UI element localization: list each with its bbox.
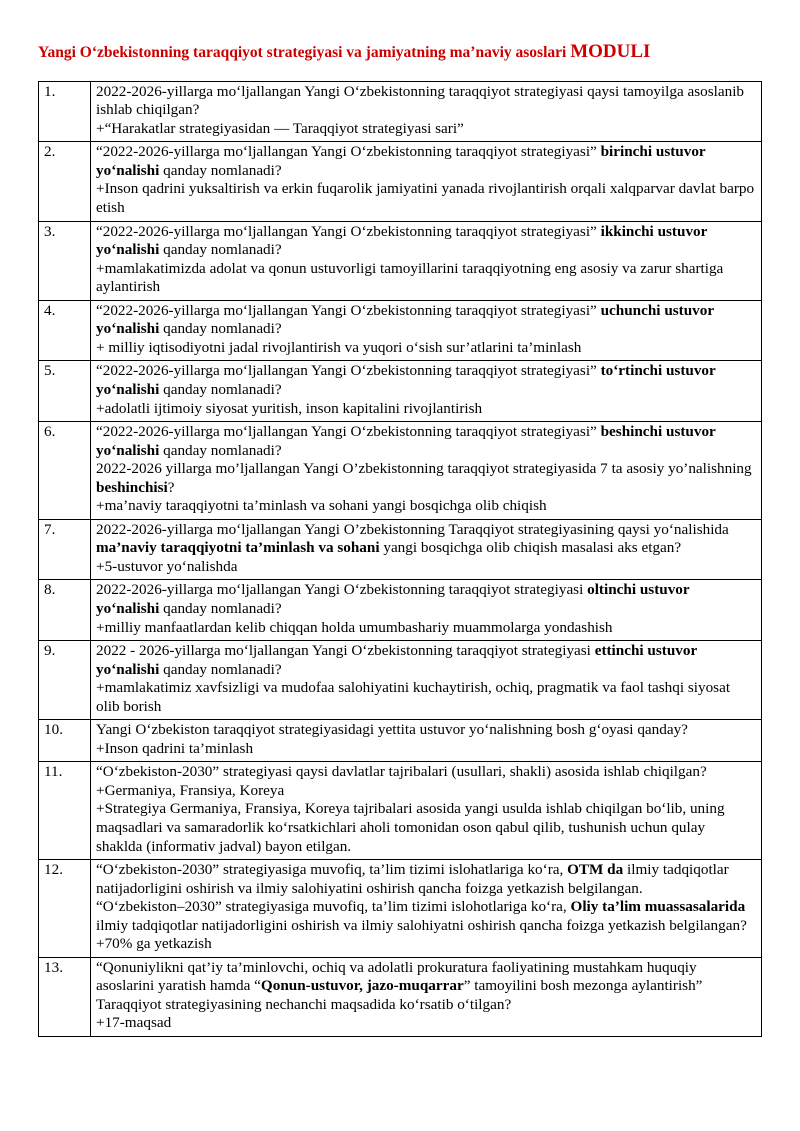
paragraph: “2022-2026-yillarga moʻljallangan Yangi Oʻzbekistonning taraqqiyot strategiyasi” ikkinchi ustuvor yoʻnalishi qanday nomlanadi? — [96, 222, 708, 259]
table-row — [39, 519, 762, 580]
paragraph: 2022 - 2026-yillarga moʻljallangan Yangi Oʻzbekistonning taraqqiyot strategiyasi ettinchi ustuvor yoʻnalishi qanday nomlanadi? — [96, 642, 697, 678]
paragraph: “Qonuniylikni qat’iy ta’minlovchi, ochiq va adolatli prokuratura faoliyatining mustahkam huquqiy asoslarini yaratish hamda “Qonun-ustuvor, jazo-muqarrar” tamoyilini bosh mezonga aylantirish” Taraqqiyot strategiyasining nechanchi maqsadida koʻrsatib oʻtilgan? — [96, 958, 703, 1013]
paragraph: 2022-2026-yillarga moʻljallangan Yangi Oʻzbekistonning taraqqiyot strategiyasi oltinchi ustuvor yoʻnalishi qanday nomlanadi? — [96, 581, 690, 617]
row-number: 3. — [39, 221, 91, 300]
paragraph: “2022-2026-yillarga moʻljallangan Yangi Oʻzbekistonning taraqqiyot strategiyasi” uchunchi ustuvor yoʻnalishi qanday nomlanadi? — [96, 301, 714, 338]
table-row — [39, 361, 762, 422]
paragraph: +70% ga yetkazish — [96, 935, 212, 953]
table-row — [39, 300, 762, 361]
paragraph: +17-maqsad — [96, 1014, 172, 1032]
row-content — [91, 81, 762, 142]
paragraph: +ma’naviy taraqqiyotni ta’minlash va sohani yangi bosqichga olib chiqish — [96, 497, 547, 515]
paragraph: 2022-2026-yillarga moʻljallangan Yangi Oʻzbekistonning taraqqiyot strategiyasi qaysi tamoyilga asoslanib ishlab chiqilgan? — [96, 82, 745, 119]
table-row — [39, 221, 762, 300]
document-title-text: Yangi Oʻzbekistonning taraqqiyot strategiyasi va jamiyatning ma’naviy asoslari — [38, 44, 567, 61]
row-number: 2. — [39, 142, 91, 221]
row-content — [91, 957, 762, 1036]
row-content — [91, 422, 762, 520]
row-content — [91, 361, 762, 422]
paragraph: +Inson qadrini ta’minlash — [96, 739, 254, 757]
paragraph: “Oʻzbekiston-2030” strategiyasi qaysi davlatlar tajribalari (usullari, shakli) asosida ishlab chiqilgan? — [96, 763, 707, 781]
row-content — [91, 142, 762, 221]
paragraph: 2022-2026 yillarga mo’ljallangan Yangi O’zbekistonning taraqqiyot strategiyasida 7 ta asosiy yo’nalishning beshinchisi? — [96, 460, 752, 496]
table-row — [39, 762, 762, 860]
row-number: 9. — [39, 641, 91, 720]
row-number: 8. — [39, 580, 91, 641]
paragraph: +mamlakatimiz xavfsizligi va mudofaa salohiyatini kuchaytirish, ochiq, pragmatik va faol tashqi siyosat olib borish — [96, 679, 731, 715]
table-row — [39, 720, 762, 762]
row-number: 6. — [39, 422, 91, 520]
paragraph: +Strategiya Germaniya, Fransiya, Koreya tajribalari asosida yangi usulda ishlab chiqilgan boʻlib, uning maqsadlari va samaradorlik koʻrsatkichlari aholi tomonidan oson qabul qilib, tushunish uchun qulay shaklda (informativ jadval) bayon etilgan. — [96, 800, 725, 855]
document-title — [38, 40, 762, 64]
row-number: 7. — [39, 519, 91, 580]
row-number: 5. — [39, 361, 91, 422]
question-table — [38, 81, 762, 1037]
paragraph: +“Harakatlar strategiyasidan — Taraqqiyot strategiyasi sari” — [96, 119, 464, 137]
table-row — [39, 422, 762, 520]
row-number: 13. — [39, 957, 91, 1036]
document-title-module: MODULI — [570, 41, 651, 62]
row-number: 11. — [39, 762, 91, 860]
paragraph: “Oʻzbekiston-2030” strategiyasiga muvofiq, ta’lim tizimi islohatlariga koʻra, OTM da ilmiy tadqiqotlar natijadorligini oshirish va ilmiy salohiyatini oshirish qancha foizga yetkazish belgilangan. — [96, 861, 729, 897]
paragraph: +Germaniya, Fransiya, Koreya — [96, 781, 285, 799]
row-content — [91, 720, 762, 762]
paragraph: 2022-2026-yillarga moʻljallangan Yangi O’zbekistonning Taraqqiyot strategiyasining qaysi yoʻnalishida ma’naviy taraqqiyotni ta’minlash va sohani yangi bosqichga olib chiqish masalasi aks etgan? — [96, 520, 729, 557]
row-content — [91, 221, 762, 300]
row-content — [91, 519, 762, 580]
table-row — [39, 142, 762, 221]
paragraph: “2022-2026-yillarga moʻljallangan Yangi Oʻzbekistonning taraqqiyot strategiyasi” toʻrtinchi ustuvor yoʻnalishi qanday nomlanadi? — [96, 362, 716, 398]
paragraph: + milliy iqtisodiyotni jadal rivojlantirish va yuqori oʻsish sur’atlarini ta’minlash — [96, 338, 582, 356]
row-content — [91, 860, 762, 958]
paragraph: +milliy manfaatlardan kelib chiqqan holda umumbashariy muammolarga yondashish — [96, 618, 613, 636]
paragraph: +mamlakatimizda adolat va qonun ustuvorligi tamoyillarini taraqqiyotning eng asosiy va zarur shartiga aylantirish — [96, 259, 724, 296]
table-row — [39, 957, 762, 1036]
paragraph: +adolatli ijtimoiy siyosat yuritish, inson kapitalini rivojlantirish — [96, 399, 483, 417]
table-row — [39, 641, 762, 720]
row-number: 10. — [39, 720, 91, 762]
row-content — [91, 580, 762, 641]
paragraph: “2022-2026-yillarga moʻljallangan Yangi Oʻzbekistonning taraqqiyot strategiyasi” birinchi ustuvor yoʻnalishi qanday nomlanadi? — [96, 143, 706, 179]
paragraph: +5-ustuvor yoʻnalishda — [96, 557, 238, 575]
paragraph: “2022-2026-yillarga moʻljallangan Yangi Oʻzbekistonning taraqqiyot strategiyasi” beshinchi ustuvor yoʻnalishi qanday nomlanadi? — [96, 423, 716, 459]
row-content — [91, 641, 762, 720]
table-row — [39, 860, 762, 958]
row-content — [91, 762, 762, 860]
row-number: 4. — [39, 300, 91, 361]
row-number: 12. — [39, 860, 91, 958]
row-content — [91, 300, 762, 361]
table-row — [39, 81, 762, 142]
row-number: 1. — [39, 81, 91, 142]
table-row — [39, 580, 762, 641]
paragraph: +Inson qadrini yuksaltirish va erkin fuqarolik jamiyatini yanada rivojlantirish orqali xalqparvar davlat barpo etish — [96, 180, 755, 217]
paragraph: “Oʻzbekiston–2030” strategiyasiga muvofiq, ta’lim tizimi islohotlariga koʻra, Oliy ta’lim muassasalarida ilmiy tadqiqotlar natijadorligini oshirish va ilmiy salohiyatni oshirish qancha foizga yetkazish belgilangan? — [96, 898, 747, 934]
question-table-body — [39, 81, 762, 1036]
paragraph: Yangi Oʻzbekiston taraqqiyot strategiyasidagi yettita ustuvor yoʻnalishning bosh gʻoyasi qanday? — [96, 721, 688, 739]
